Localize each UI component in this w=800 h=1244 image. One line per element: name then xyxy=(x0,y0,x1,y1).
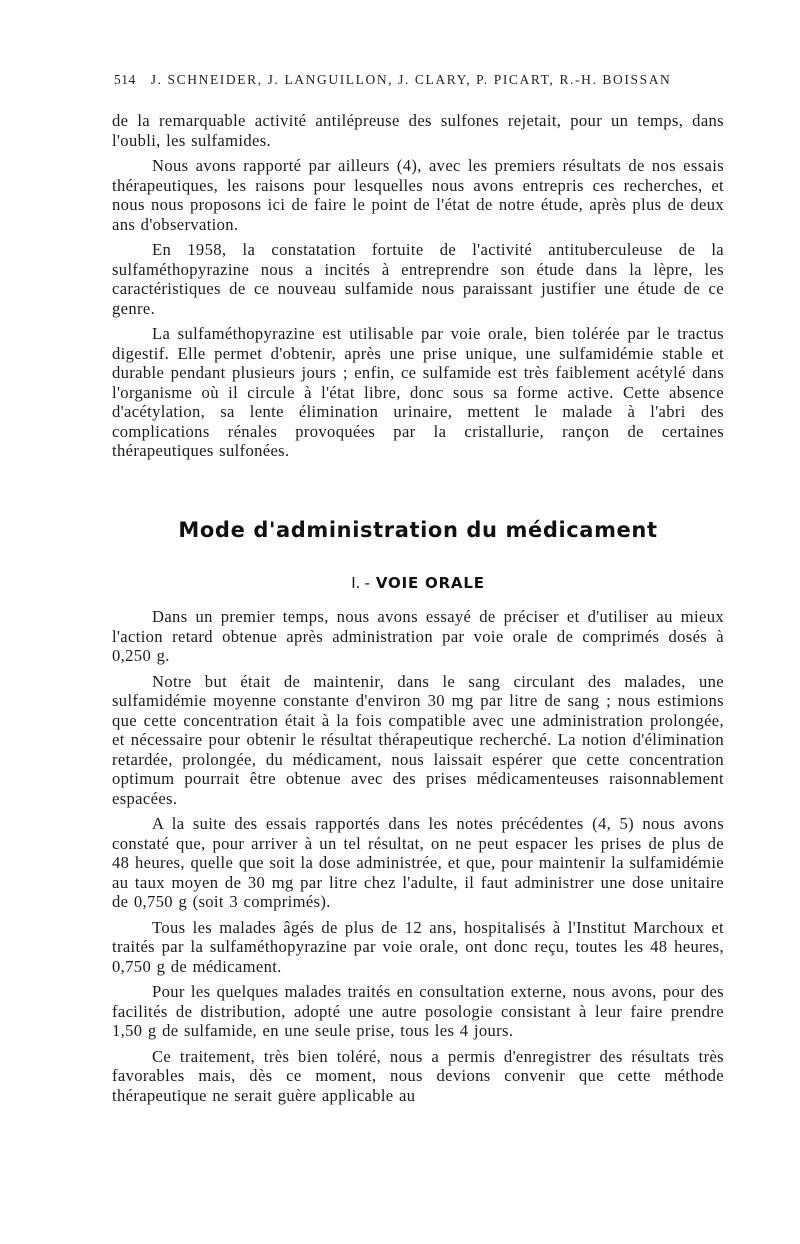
paragraph: Pour les quelques malades traités en consultation externe, nous avons, pour des facilités de distribution, adopté une autre posologie consistant à leur faire prendre 1,50 g de sulfamide, en une seule prise, tous les 4 jours. xyxy=(112,982,724,1040)
paragraph: Notre but était de maintenir, dans le sang circulant des malades, une sulfamidémie moyenne constante d'environ 30 mg par litre de sang ; nous estimions que cette concentration était à la fois compatible avec une administration prolongée, et nécessaire pour obtenir le résultat thérapeutique recherché. La notion d'élimination retardée, prolongée, du médicament, nous laissait espérer que cette concentration optimum pourrait être obtenue avec des prises médicamenteuses raisonnablement espacées. xyxy=(112,671,724,808)
running-header xyxy=(114,72,694,88)
subsection-heading xyxy=(112,574,724,592)
intro-text xyxy=(112,111,724,467)
section-body-text xyxy=(112,607,724,1111)
subsection-number: I. xyxy=(351,574,361,592)
section-heading: Mode d'administration du médicament xyxy=(178,518,658,542)
page-number: 514 xyxy=(114,72,136,87)
paragraph: Ce traitement, très bien toléré, nous a permis d'enregistrer des résultats très favorables mais, dès ce moment, nous devions convenir que cette méthode thérapeutique ne serait guère applicable au xyxy=(112,1046,724,1105)
subsection-dash: - xyxy=(364,574,370,592)
paragraph: Nous avons rapporté par ailleurs (4), avec les premiers résultats de nos essais thérapeutiques, les raisons pour lesquelles nous avons entrepris ces recherches, et nous nous proposons ici de faire le point de l'état de notre étude, après plus de deux ans d'observation. xyxy=(112,156,724,234)
paragraph: Dans un premier temps, nous avons essayé de préciser et d'utiliser au mieux l'action retard obtenue après administration par voie orale de comprimés dosés à 0,250 g. xyxy=(112,607,724,665)
subsection-label: VOIE ORALE xyxy=(375,574,485,592)
paragraph: A la suite des essais rapportés dans les notes précédentes (4, 5) nous avons constaté que, pour arriver à un tel résultat, on ne peut espacer les prises de plus de 48 heures, quelle que soit la dose administrée, et que, pour maintenir la sulfamidémie au taux moyen de 30 mg par litre chez l'adulte, il faut administrer une dose unitaire de 0,750 g (soit 3 comprimés). xyxy=(112,814,724,911)
paragraph: La sulfaméthopyrazine est utilisable par voie orale, bien tolérée par le tractus digestif. Elle permet d'obtenir, après une prise unique, une sulfamidémie stable et durable pendant plusieurs jours ; enfin, ce sulfamide est très faiblement acétylé dans l'organisme où il circule à l'état libre, donc sous sa forme active. Cette absence d'acétylation, sa lente élimination urinaire, mettent le malade à l'abri des complications rénales provoquées par la cristallurie, rançon de certaines thérapeutiques sulfonées. xyxy=(112,324,724,460)
paragraph: En 1958, la constatation fortuite de l'activité antituberculeuse de la sulfaméthopyrazine nous a incités à entreprendre son étude dans la lèpre, les caractéristiques de ce nouveau sulfamide nous paraissant justifier une étude de ce genre. xyxy=(112,240,724,318)
author-list: J. SCHNEIDER, J. LANGUILLON, J. CLARY, P. PICART, R.-H. BOISSAN xyxy=(150,72,672,87)
paragraph: Tous les malades âgés de plus de 12 ans, hospitalisés à l'Institut Marchoux et traités par la sulfaméthopyrazine par voie orale, ont donc reçu, toutes les 48 heures, 0,750 g de médicament. xyxy=(112,917,724,976)
paragraph: de la remarquable activité antilépreuse des sulfones rejetait, pour un temps, dans l'oubli, les sulfamides. xyxy=(112,111,724,150)
